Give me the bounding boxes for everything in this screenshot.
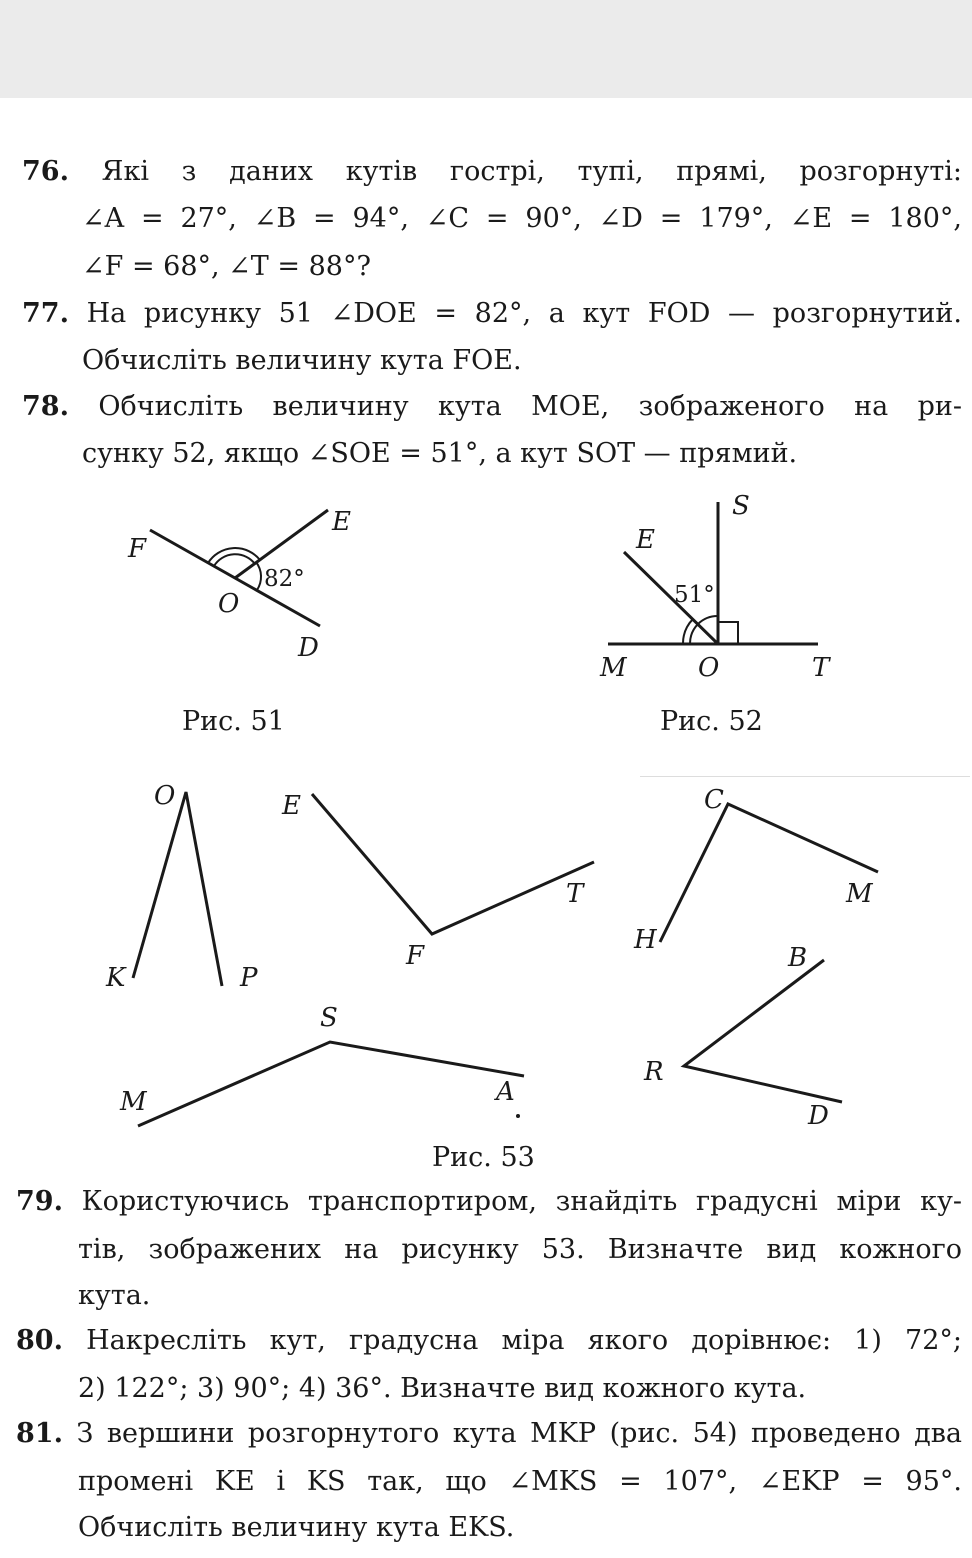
problem-76-line-2: ∠A = 27°, ∠B = 94°, ∠C = 90°, ∠D = 179°, ∠E = 180°, — [82, 203, 962, 234]
problem-81-line-3: Обчисліть величину кута EKS. — [78, 1512, 515, 1543]
problem-76-line-3: ∠F = 68°, ∠T = 88°? — [82, 251, 371, 282]
problem-number: 77. — [22, 298, 69, 329]
point-label-f: F — [128, 534, 147, 564]
angle-arc-foe-inner — [214, 554, 255, 566]
point-label-s: S — [732, 491, 750, 521]
angle-label-51: 51° — [674, 582, 715, 608]
problem-81-line-1 — [16, 1418, 962, 1449]
problem-text: Обчисліть величину кута MOE, зображеного на ри- — [98, 391, 962, 422]
top-gray-band — [0, 0, 972, 98]
angle-brd — [684, 960, 842, 1102]
point-label-e: E — [332, 507, 351, 537]
problem-79-line-1 — [16, 1186, 962, 1217]
point-label-s: S — [320, 1003, 338, 1033]
angle-arc-soe — [698, 616, 718, 624]
point-label-p: P — [240, 963, 258, 993]
problem-number: 78. — [22, 391, 69, 422]
problem-81-line-2: промені KE і KS так, що ∠MKS = 107°, ∠EKP = 95°. — [78, 1466, 962, 1497]
stray-dot — [516, 1114, 520, 1118]
problem-77-line-2: Обчисліть величину кута FOE. — [82, 345, 522, 376]
angle-msa — [138, 1042, 524, 1126]
problem-text: Користуючись транспортиром, знайдіть градусні міри ку- — [81, 1186, 962, 1217]
problem-number: 81. — [16, 1418, 63, 1449]
point-label-m: M — [600, 653, 627, 683]
right-angle-mark — [718, 622, 738, 644]
point-label-o: O — [154, 781, 176, 811]
point-label-o: O — [218, 589, 240, 619]
point-label-e: E — [636, 525, 655, 555]
angle-arc-doe — [256, 562, 261, 590]
point-label-o: O — [698, 653, 720, 683]
angle-arc-moe-outer — [683, 619, 693, 644]
figure-53-caption: Рис. 53 — [432, 1142, 535, 1173]
point-label-e: E — [282, 791, 301, 821]
angle-arc-moe-inner — [690, 624, 698, 644]
problem-text: З вершини розгорнутого кута MKP (рис. 54) проведено два — [76, 1418, 962, 1449]
problem-80-line-1 — [16, 1325, 962, 1356]
point-label-h: H — [634, 925, 657, 955]
point-label-d: D — [298, 633, 319, 663]
problem-text: Накресліть кут, градусна міра якого дорівнює: 1) 72°; — [86, 1325, 962, 1356]
problem-78-line-1 — [22, 391, 962, 422]
problem-text: На рисунку 51 ∠DOE = 82°, а кут FOD — розгорнутий. — [86, 298, 962, 329]
point-label-d: D — [808, 1101, 829, 1131]
angle-kop — [133, 792, 222, 986]
figure-52-caption: Рис. 52 — [660, 706, 763, 737]
point-label-b: B — [788, 943, 808, 973]
figure-53 — [90, 770, 910, 1150]
problem-number: 80. — [16, 1325, 63, 1356]
point-label-t: T — [566, 879, 584, 909]
point-label-r: R — [644, 1057, 664, 1087]
point-label-t: T — [812, 653, 830, 683]
figure-51 — [100, 490, 400, 670]
figure-52 — [590, 488, 840, 688]
problem-80-line-2: 2) 122°; 3) 90°; 4) 36°. Визначте вид кожного кута. — [78, 1373, 807, 1404]
problem-number: 79. — [16, 1186, 63, 1217]
problem-text: Які з даних кутів гострі, тупі, прямі, розгорнуті: — [101, 156, 962, 187]
figure-51-caption: Рис. 51 — [182, 706, 285, 737]
problem-76-line-1 — [22, 156, 962, 187]
angle-label-82: 82° — [264, 566, 305, 592]
problem-79-line-2: тів, зображених на рисунку 53. Визначте вид кожного — [78, 1234, 962, 1265]
problem-78-line-2: сунку 52, якщо ∠SOE = 51°, а кут SOT — прямий. — [82, 438, 798, 469]
point-label-c: C — [704, 785, 724, 815]
point-label-m: M — [120, 1087, 147, 1117]
angle-hcm — [660, 804, 878, 942]
problem-77-line-1 — [22, 298, 962, 329]
point-label-m: M — [846, 879, 873, 909]
angle-eft — [312, 794, 594, 934]
problem-79-line-3: кута. — [78, 1280, 151, 1311]
point-label-k: K — [106, 963, 126, 993]
point-label-f: F — [406, 941, 425, 971]
problem-number: 76. — [22, 156, 69, 187]
point-label-a: A — [496, 1077, 515, 1107]
